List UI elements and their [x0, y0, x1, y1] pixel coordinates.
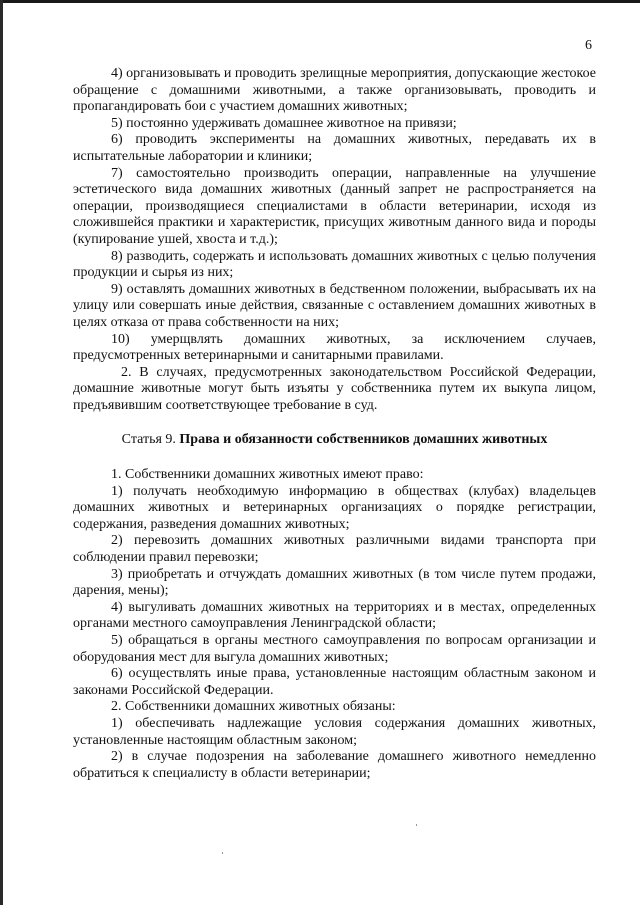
part2-paragraph: 2. В случаях, предусмотренных законодательством Российской Федерации, домашние животные могут быть изъяты у собственника путем их выкупа лицом, предъявившим соответствующее требование в суд.: [73, 364, 596, 413]
rights-item-1: 1) получать необходимую информацию в обществах (клубах) владельцев домашних животных и ветеринарных организациях о порядке регистрации, содержания, разведения домашних животных;: [73, 483, 596, 532]
article-prefix: Статья 9.: [121, 432, 180, 448]
rights-intro: 1. Собственники домашних животных имеют право:: [111, 467, 424, 483]
duties-item-1: 1) обеспечивать надлежащие условия содержания домашних животных, установленные настоящим областным законом;: [73, 715, 596, 748]
scan-speck: [416, 824, 417, 826]
rights-item-5: 5) обращаться в органы местного самоуправления по вопросам организации и оборудования мест для выгула домашних животных;: [73, 633, 596, 665]
part1-item-10: 10) умерщвлять домашних животных, за исключением случаев, предусмотренных ветеринарными и санитарными правилами.: [73, 331, 596, 364]
part1-item-8: 8) разводить, содержать и использовать домашних животных с целью получения продукции и сырья из них;: [73, 248, 596, 281]
part1-item-4: 4) организовывать и проводить зрелищные мероприятия, допускающие жестокое обращение с домашними животными, а также организовывать, проводить и пропагандировать бои с участием домашних животных;: [73, 66, 596, 115]
part1-item-9: 9) оставлять домашних животных в бедственном положении, выбрасывать их на улицу или совершать иные действия, связанные с оставлением домашних животных в целях отказа от права собственности на них;: [73, 281, 596, 330]
rights-item-3: 3) приобретать и отчуждать домашних животных (в том числе путем продажи, дарения, мены);: [73, 566, 596, 599]
scan-top-edge: [0, 0, 640, 3]
article-heading: [73, 432, 596, 449]
part1-item-5: 5) постоянно удерживать домашнее животное на привязи;: [111, 115, 457, 131]
article-title: Права и обязанности собственников домашних животных: [179, 432, 548, 448]
duties-intro: 2. Собственники домашних животных обязаны:: [111, 699, 396, 715]
part1-item-7: 7) самостоятельно производить операции, направленные на улучшение эстетического вида домашних животных (данный запрет не распространяется на операции, производящиеся специалистами в области ветеринарии, исходя из сложившейся практики и характеристик, присущих животным данного вида и породы (купирование ушей, хвоста и т.д.);: [73, 165, 596, 247]
scan-speck: [222, 852, 223, 854]
rights-item-6: 6) осуществлять иные права, установленные настоящим областным законом и законами Российской Федерации.: [73, 666, 596, 698]
document-body: [73, 66, 596, 782]
page-number: 6: [585, 38, 592, 53]
scan-left-edge: [0, 0, 3, 905]
rights-item-2: 2) перевозить домашних животных различными видами транспорта при соблюдении правил перевозки;: [73, 533, 596, 566]
duties-item-2: 2) в случае подозрения на заболевание домашнего животного немедленно обратиться к специалисту в области ветеринарии;: [73, 749, 596, 781]
rights-item-4: 4) выгуливать домашних животных на территориях и в местах, определенных органами местного самоуправления Ленинградской области;: [73, 599, 596, 632]
part1-item-6: 6) проводить эксперименты на домашних животных, передавать их в испытательные лаборатории и клиники;: [73, 132, 596, 164]
